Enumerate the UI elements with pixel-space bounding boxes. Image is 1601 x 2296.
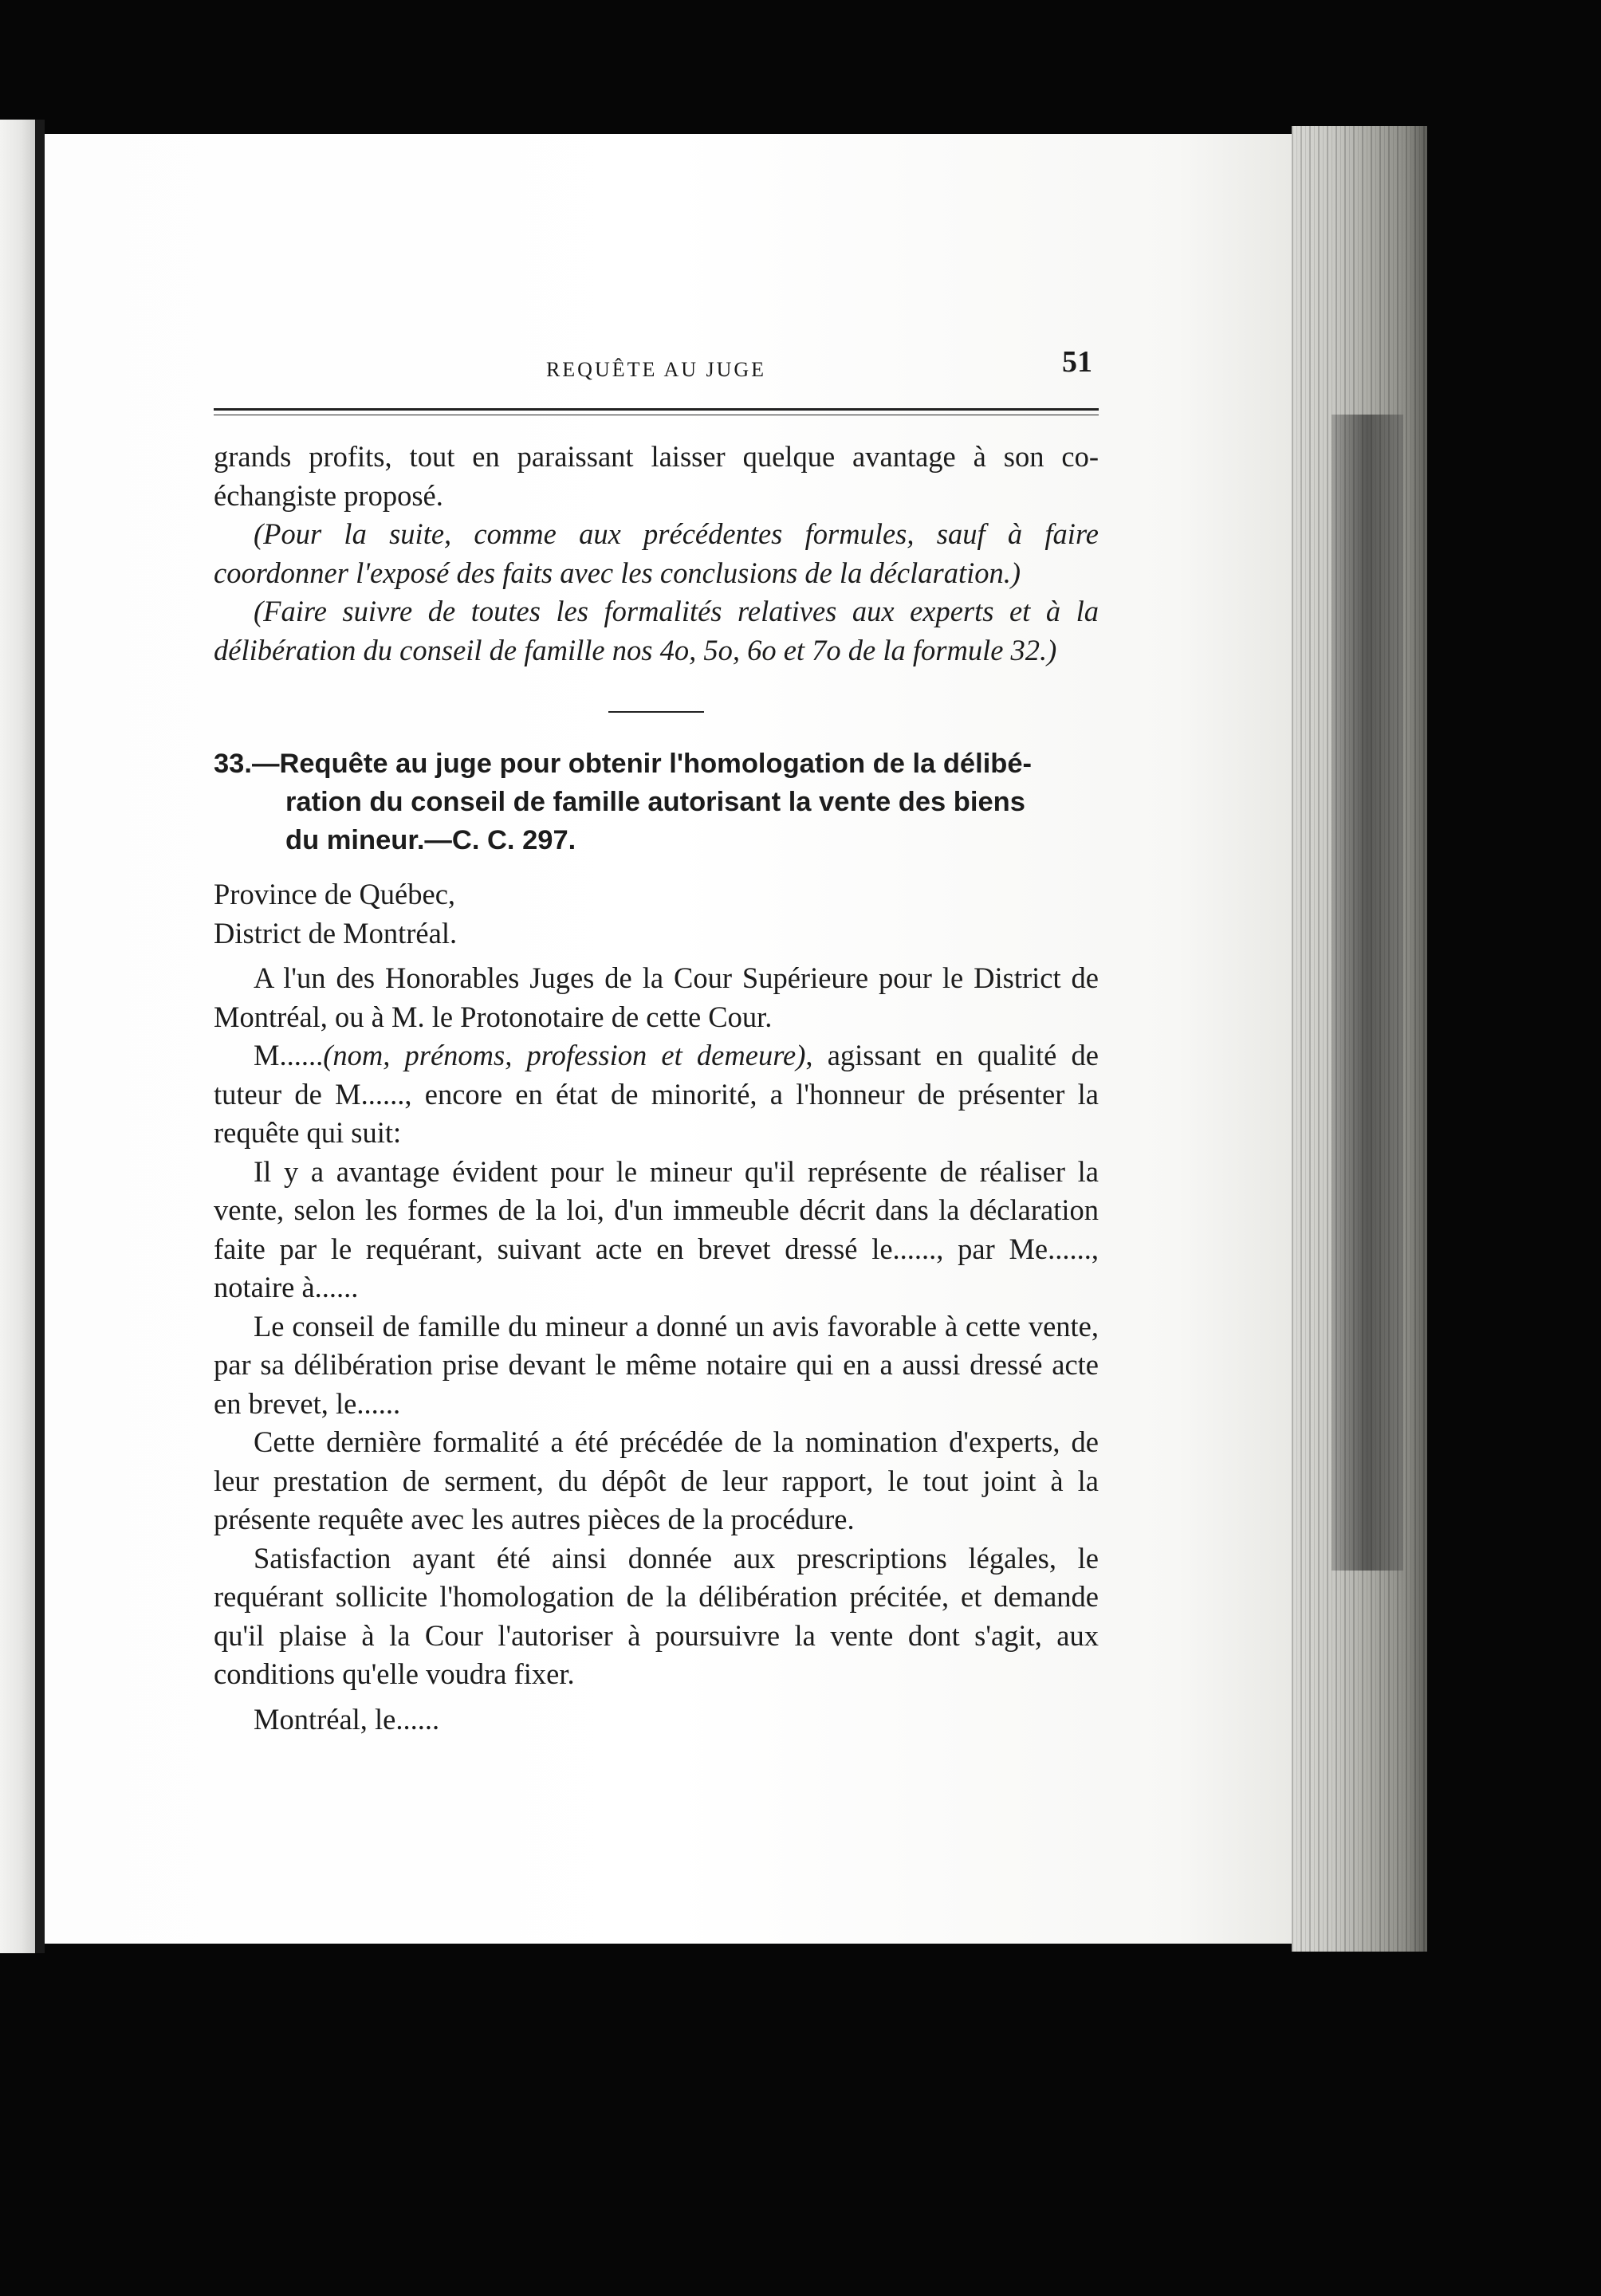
left-page-edge (0, 120, 35, 1953)
editorial-note-1: (Pour la suite, comme aux précédentes formules, sauf à faire coordonner l'exposé des faits avec les conclusions de la déclaration.) (214, 517, 1099, 589)
paragraph-4: Satisfaction ayant été ainsi donnée aux prescriptions légales, le requérant sollicite l'homologation de la délibération précitée, et demande qu'il plaise à la Cour l'autoriser à poursuivre la vente dont s'agit, aux conditions qu'elle voudra fixer. (214, 1541, 1099, 1690)
intro-prefix: M...... (254, 1039, 324, 1071)
form-33-heading-line-3: du mineur.—C. C. 297. (285, 825, 576, 855)
page-number: 51 (1062, 345, 1092, 379)
intro-suffix: , agissant en qualité de tuteur de M......, encore en état de minorité, a l'honneur de présenter la requête qui suit: (214, 1039, 1099, 1149)
address-line-province: Province de Québec, (214, 878, 456, 910)
header-rule (214, 408, 1099, 415)
closing-line: Montréal, le...... (254, 1702, 440, 1736)
editorial-note-2: (Faire suivre de toutes les formalités relatives aux experts et à la délibération du conseil de famille nos 4o, 5o, 6o et 7o de la formule 32.) (214, 595, 1099, 666)
paragraph-3: Cette dernière formalité a été précédée de la nomination d'experts, de leur prestation de serment, du dépôt de leur rapport, le tout joint à la présente requête avec les autres pièces de la procédure. (214, 1425, 1099, 1535)
section-separator (608, 711, 704, 713)
intro-placeholder: (nom, prénoms, profession et demeure) (323, 1039, 806, 1071)
address-line-district: District de Montréal. (214, 916, 458, 949)
page-header (214, 343, 1099, 400)
form-33-heading (214, 745, 1099, 859)
fore-edge-stain (1332, 415, 1403, 1571)
running-head: REQUÊTE AU JUGE (545, 358, 767, 381)
form-33-heading-line-1: 33.—Requête au juge pour obtenir l'homologation de la délibé- (214, 749, 1033, 779)
book-gutter (35, 120, 45, 1953)
continuation-paragraph: grands profits, tout en paraissant laisser quelque avantage à son co-échangiste proposé. (214, 440, 1099, 512)
paragraph-1: Il y a avantage évident pour le mineur qu'il représente de réaliser la vente, selon les formes de la loi, d'un immeuble décrit dans la déclaration faite par le requérant, suivant acte en brevet dressé le......, par Me......, notaire à...... (214, 1154, 1099, 1303)
intro-paragraph (214, 1036, 1099, 1153)
page-content (214, 343, 1099, 1739)
salutation-paragraph: A l'un des Honorables Juges de la Cour Supérieure pour le District de Montréal, ou à M. le Protonotaire de cette Cour. (214, 961, 1099, 1033)
form-33-heading-line-2: ration du conseil de famille autorisant la vente des biens (285, 787, 1025, 817)
paragraph-2: Le conseil de famille du mineur a donné un avis favorable à cette vente, par sa délibération prise devant le même notaire qui en a aussi dressé acte en brevet, le...... (214, 1309, 1099, 1420)
